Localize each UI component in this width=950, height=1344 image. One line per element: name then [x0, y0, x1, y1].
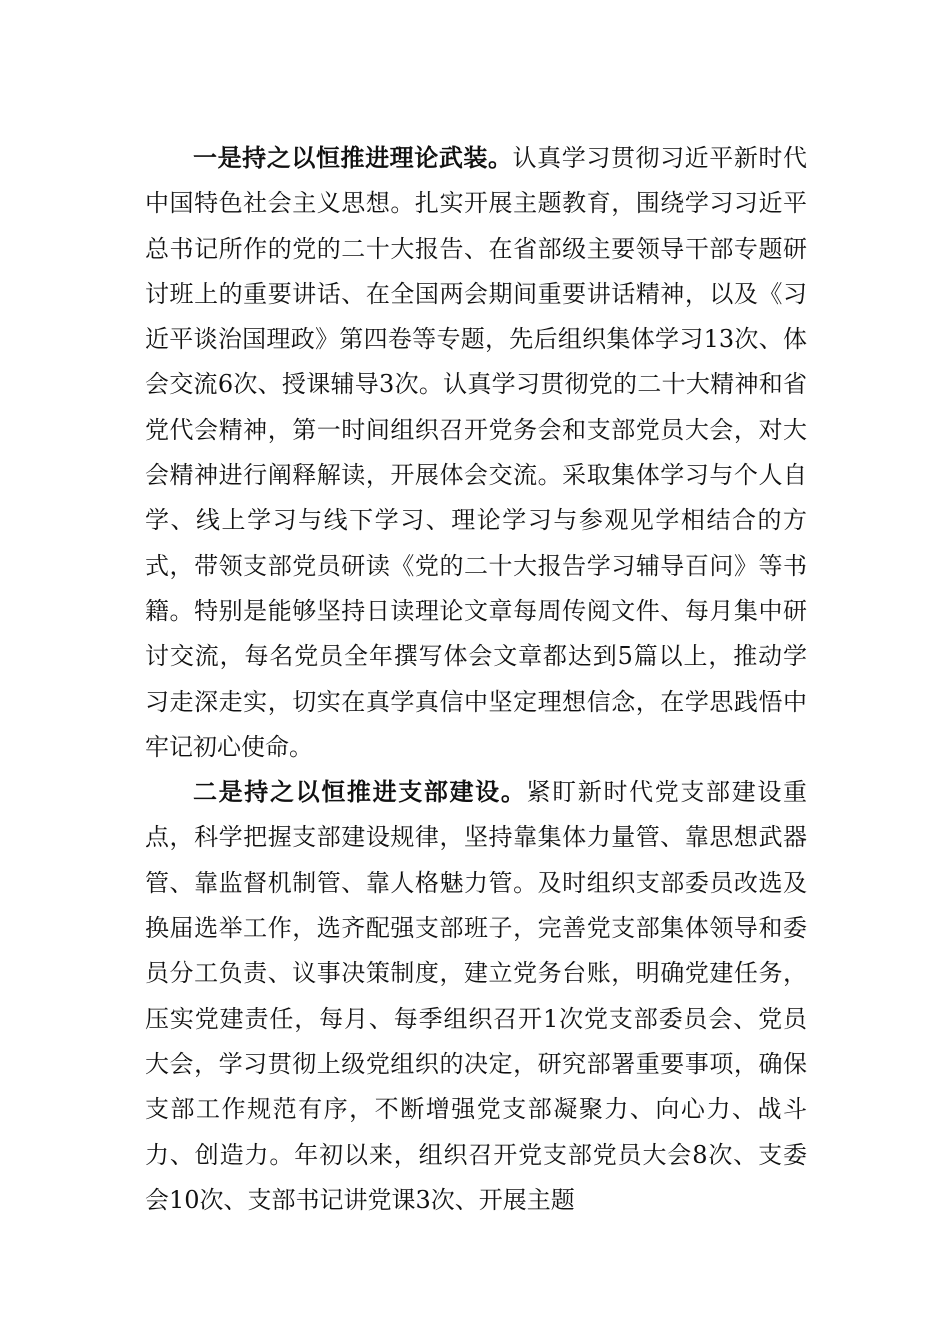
paragraph-body: 认真学习贯彻习近平新时代中国特色社会主义思想。扎实开展主题教育，围绕学习习近平总书记所作的党的二十大报告、在省部级主要领导干部专题研讨班上的重要讲话、在全国两会期间重要讲话精神，以及《习近平谈治国理政》第四卷等专题，先后组织集体学习13次、体会交流6次、授课辅导3次。认真学习贯彻党的二十大精神和省党代会精神，第一时间组织召开党务会和支部党员大会，对大会精神进行阐释解读，开展体会交流。采取集体学习与个人自学、线上学习与线下学习、理论学习与参观见学相结合的方式，带领支部党员研读《党的二十大报告学习辅导百问》等书籍。特别是能够坚持日读理论文章每周传阅文件、每月集中研讨交流，每名党员全年撰写体会文章都达到5篇以上，推动学习走深走实，切实在真学真信中坚定理想信念，在学思践悟中牢记初心使命。	[145, 144, 808, 761]
paragraph-body: 紧盯新时代党支部建设重点，科学把握支部建设规律，坚持靠集体力量管、靠思想武器管、靠监督机制管、靠人格魅力管。及时组织支部委员改选及换届选举工作，选齐配强支部班子，完善党支部集体领导和委员分工负责、议事决策制度，建立党务台账，明确党建任务，压实党建责任，每月、每季组织召开1次党支部委员会、党员大会，学习贯彻上级党组织的决定，研究部署重要事项，确保支部工作规范有序，不断增强党支部凝聚力、向心力、战斗力、创造力。年初以来，组织召开党支部党员大会8次、支委会10次、支部书记讲党课3次、开展主题	[145, 778, 808, 1214]
paragraph-theory-study	[145, 136, 807, 770]
paragraph-lead: 一是持之以恒推进理论武装。	[193, 144, 513, 172]
paragraph-branch-building	[145, 770, 807, 1223]
paragraph-lead: 二是持之以恒推进支部建设。	[193, 778, 527, 807]
document-page	[145, 136, 807, 1223]
